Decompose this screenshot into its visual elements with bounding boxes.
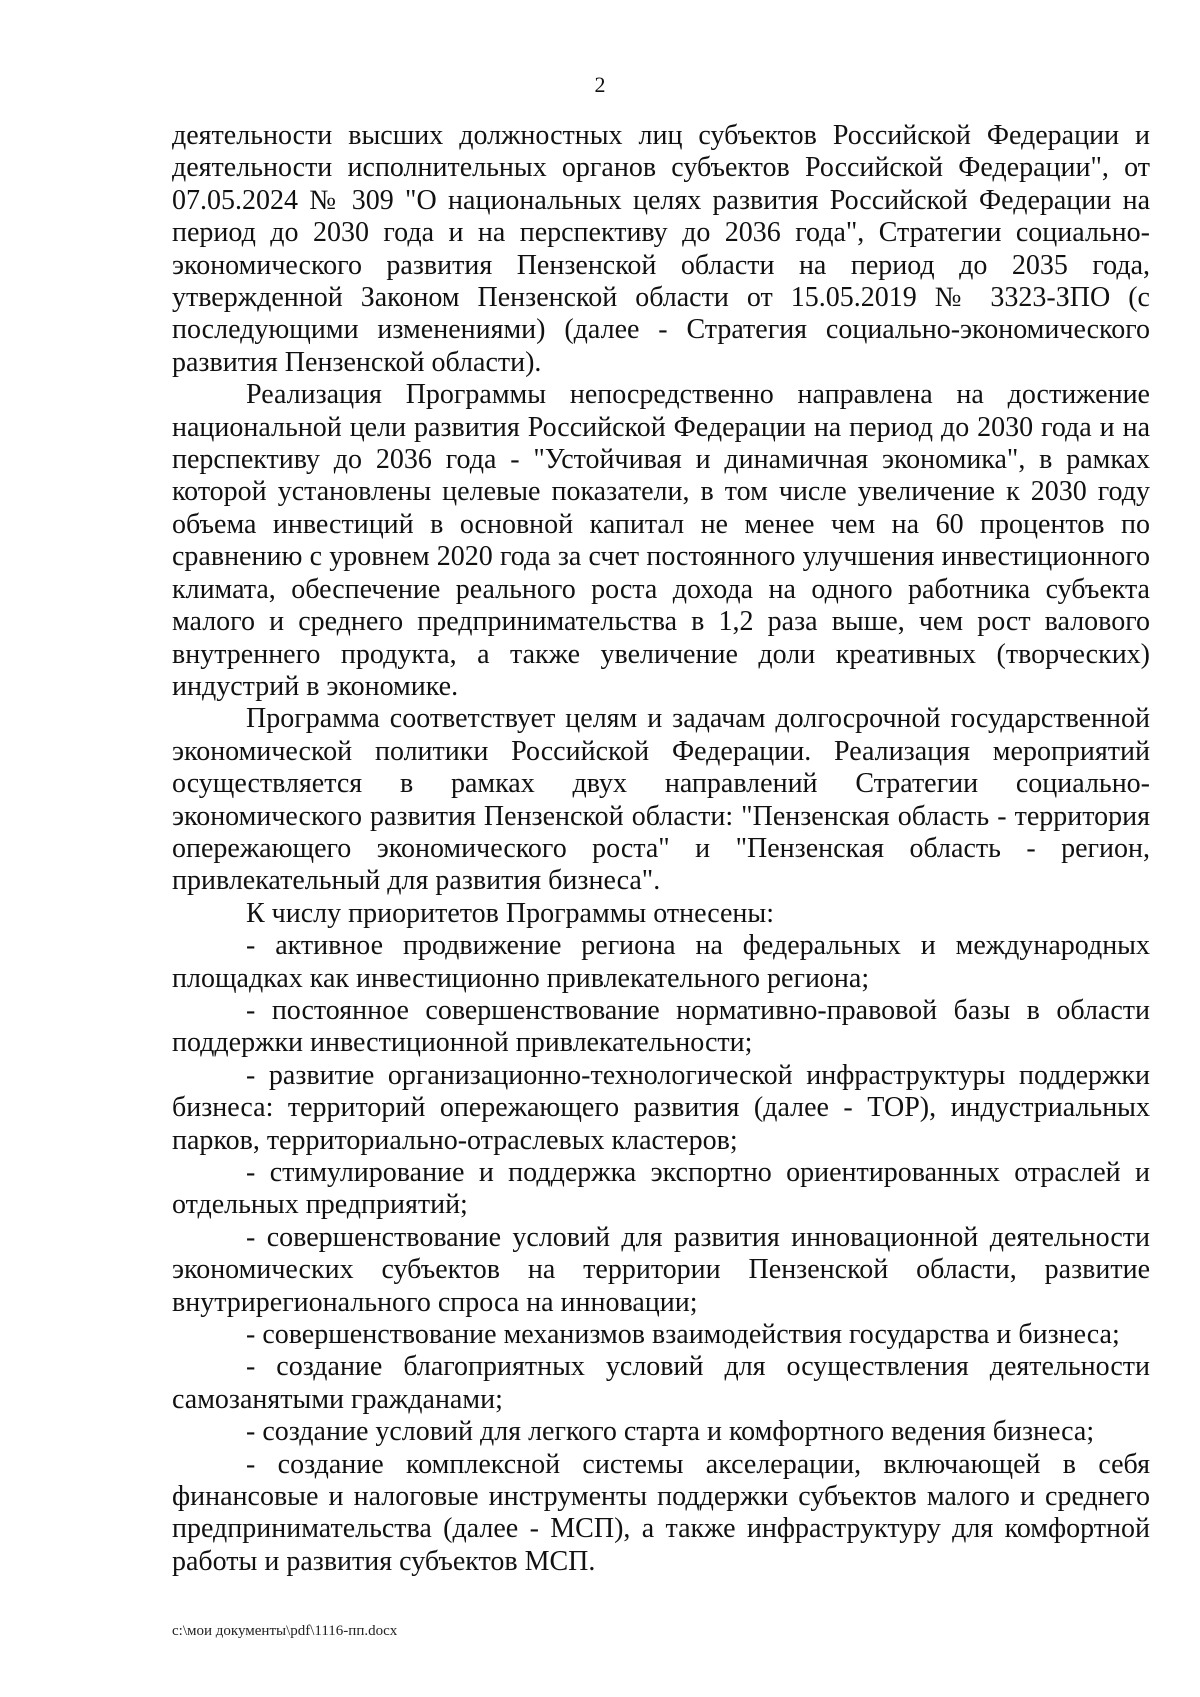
paragraph: Программа соответствует целям и задачам долгосрочной государственной экономической политики Российской Федерации. Реализация мероприятий осуществляется в рамках двух направлений Стратегии социально-экономического развития Пензенской области: "Пензенская область - территория опережающего экономического роста" и "Пензенская область - регион, привлекательный для развития бизнеса". bbox=[172, 703, 1150, 897]
list-item: - развитие организационно-технологической инфраструктуры поддержки бизнеса: территорий опережающего развития (далее - ТОР), индустриальных парков, территориально-отраслевых кластеров; bbox=[172, 1059, 1150, 1156]
list-item: - постоянное совершенствование нормативно-правовой базы в области поддержки инвестиционной привлекательности; bbox=[172, 994, 1150, 1059]
list-item: - создание условий для легкого старта и комфортного ведения бизнеса; bbox=[246, 1416, 1095, 1448]
list-item: - совершенствование механизмов взаимодействия государства и бизнеса; bbox=[246, 1319, 1120, 1351]
list-item: - создание благоприятных условий для осуществления деятельности самозанятыми гражданами; bbox=[172, 1351, 1150, 1415]
footer-file-path: c:\мои документы\pdf\1116-пп.docx bbox=[172, 1623, 398, 1639]
paragraph: К числу приоритетов Программы отнесены: bbox=[246, 897, 774, 929]
list-item: - создание комплексной системы акселерации, включающей в себя финансовые и налоговые инструменты поддержки субъектов малого и среднего предпринимательства (далее - МСП), а также инфраструктуру для комфортной работы и развития субъектов МСП. bbox=[172, 1448, 1150, 1577]
page-number: 2 bbox=[594, 72, 606, 97]
list-item: - стимулирование и поддержка экспортно ориентированных отраслей и отдельных предприятий; bbox=[172, 1157, 1150, 1221]
list-item: - активное продвижение региона на федеральных и международных площадках как инвестиционно привлекательного региона; bbox=[172, 930, 1150, 994]
list-item: - совершенствование условий для развития инновационной деятельности экономических субъектов на территории Пензенской области, развитие внутрирегионального спроса на инновации; bbox=[172, 1221, 1150, 1318]
document-body bbox=[172, 120, 1150, 1578]
paragraph: Реализация Программы непосредственно направлена на достижение национальной цели развития Российской Федерации на период до 2030 года и на перспективу до 2036 года - "Устойчивая и динамичная экономика", в рамках которой установлены целевые показатели, в том числе увеличение к 2030 году объема инвестиций в основной капитал не менее чем на 60 процентов по сравнению с уровнем 2020 года за счет постоянного улучшения инвестиционного климата, обеспечение реального роста дохода на одного работника субъекта малого и среднего предпринимательства в 1,2 раза выше, чем рост валового внутреннего продукта, а также увеличение доли креативных (творческих) индустрий в экономике. bbox=[172, 379, 1150, 702]
paragraph: деятельности высших должностных лиц субъектов Российской Федерации и деятельности исполнительных органов субъектов Российской Федерации", от 07.05.2024 № 309 "О национальных целях развития Российской Федерации на период до 2030 года и на перспективу до 2036 года", Стратегии социально-экономического развития Пензенской области на период до 2035 года, утвержденной Законом Пензенской области от 15.05.2019 № 3323-ЗПО (с последующими изменениями) (далее - Стратегия социально-экономического развития Пензенской области). bbox=[172, 120, 1150, 378]
